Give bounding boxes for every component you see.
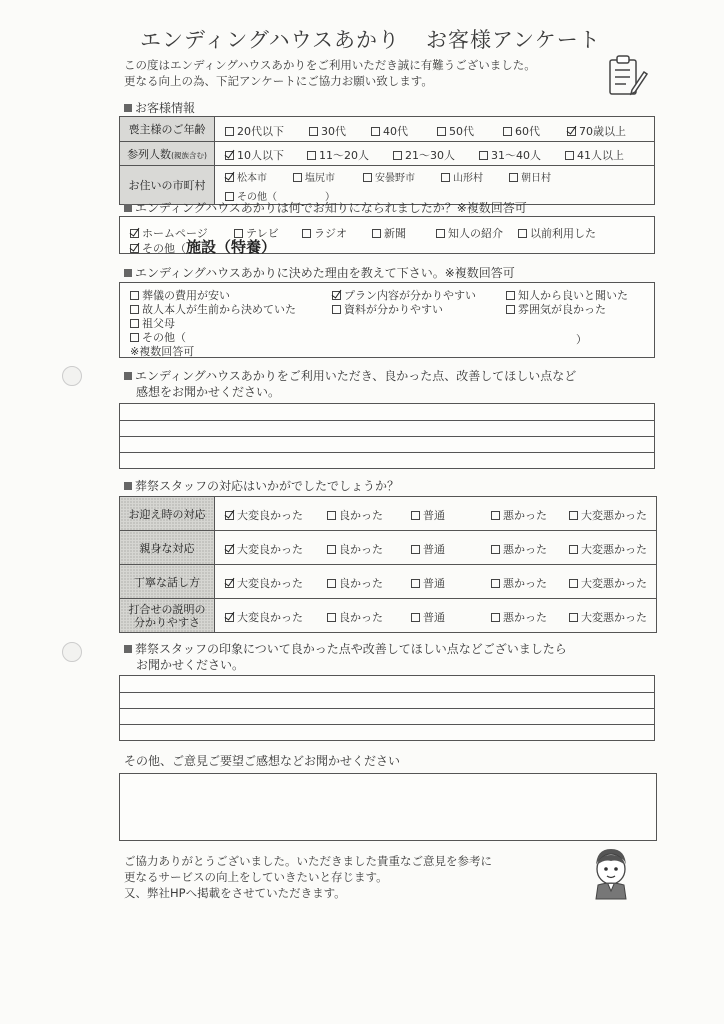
rating-option[interactable] (569, 577, 647, 590)
q1-other-handwritten: 施設（特養） (186, 238, 277, 256)
attendees-options (215, 142, 655, 166)
attendees-label-text: 参列人数 (127, 147, 172, 161)
answer-line (120, 724, 654, 725)
q2-note: ※複数回答可 (130, 345, 195, 358)
q4-heading (124, 477, 399, 494)
attendees-option-4[interactable] (479, 147, 565, 163)
rating-option-label: 大変悪かった (581, 509, 647, 522)
answer-line (120, 452, 654, 453)
attendees-option-label: 31～40人 (491, 149, 541, 162)
rating-option[interactable] (411, 575, 491, 591)
rating-option-label: 悪かった (503, 611, 547, 624)
checkbox[interactable] (393, 151, 402, 160)
city-option-label: 塩尻市 (305, 173, 335, 184)
rating-row-polite (215, 565, 657, 599)
checkbox-checked[interactable] (225, 173, 234, 182)
checkbox[interactable] (302, 229, 311, 238)
attendees-option-2[interactable] (307, 147, 393, 163)
age-option-70plus[interactable] (567, 125, 626, 138)
q6-heading: その他、ご意見ご要望ご感想などお聞かせください (124, 754, 401, 768)
q2-option-clear-docs[interactable] (332, 303, 476, 317)
q2-option-label: 雰囲気が良かった (518, 303, 606, 316)
rating-option-label: 大変良かった (237, 509, 303, 522)
attendees-label (120, 142, 215, 166)
staff-rating-table (119, 496, 657, 633)
checkbox[interactable] (371, 127, 380, 136)
checkbox[interactable] (332, 305, 341, 314)
attendees-label-note: (親族含む) (171, 150, 207, 160)
q1-option-radio[interactable] (302, 225, 372, 241)
q2-option-heard-good[interactable] (506, 289, 628, 303)
attendees-option-label: 10人以下 (237, 149, 284, 162)
checkbox[interactable] (307, 151, 316, 160)
q2-option-label: 故人本人が生前から決めていた (142, 303, 296, 316)
rating-option-label: 普通 (423, 611, 445, 624)
age-label: 喪主様のご年齢 (120, 117, 215, 142)
checkbox[interactable] (327, 613, 336, 622)
page-title (140, 24, 601, 54)
checkbox[interactable] (411, 613, 420, 622)
rating-option-label: 良かった (339, 611, 383, 624)
age-option-60s[interactable] (503, 123, 567, 139)
q1-option-label: テレビ (246, 227, 279, 240)
checkbox[interactable] (506, 305, 515, 314)
rating-option-label: 普通 (423, 577, 445, 590)
city-option-label: 松本市 (237, 173, 267, 184)
checkbox-checked[interactable] (225, 579, 234, 588)
age-option-30s[interactable] (309, 123, 371, 139)
checkbox[interactable] (565, 151, 574, 160)
q1-option-label: ホームページ (142, 227, 208, 240)
age-option-label: 20代以下 (237, 124, 284, 138)
intro-line-2: 更なる向上の為、下記アンケートにご協力お願い致します。 (124, 74, 433, 88)
staff-mascot-icon (588, 845, 634, 905)
checkbox[interactable] (491, 613, 500, 622)
rating-row-sincere (215, 531, 657, 565)
rating-option[interactable] (225, 507, 327, 523)
rating-option[interactable] (569, 543, 647, 556)
checkbox[interactable] (503, 127, 512, 136)
checkbox[interactable] (411, 579, 420, 588)
checkbox-checked[interactable] (225, 545, 234, 554)
footer-line-2: 更なるサービスの向上をしていきたいと存じます。 (124, 870, 388, 884)
answer-line (120, 708, 654, 709)
rating-row-label (120, 599, 215, 633)
rating-row-label: 丁寧な話し方 (120, 565, 215, 599)
q2-heading (124, 264, 515, 281)
q2-option-label: 知人から良いと聞いた (518, 289, 628, 302)
rating-option[interactable] (491, 507, 569, 523)
checkbox[interactable] (327, 579, 336, 588)
rating-row-pickup (215, 497, 657, 531)
checkbox[interactable] (569, 511, 578, 520)
rating-option-label: 大変良かった (237, 543, 303, 556)
binder-hole-bottom (62, 642, 82, 662)
checkbox[interactable] (130, 305, 139, 314)
rating-option-label: 悪かった (503, 543, 547, 556)
q2-col2 (332, 289, 476, 317)
answer-line (120, 436, 654, 437)
checkbox[interactable] (491, 579, 500, 588)
q2-option-label: 資料が分かりやすい (344, 303, 443, 316)
q1-box (119, 216, 655, 254)
attendees-option-label: 41人以上 (577, 149, 624, 162)
q5-heading-line-2: お聞かせください。 (136, 658, 245, 672)
rating-option-label: 普通 (423, 509, 445, 522)
q1-row2 (130, 236, 276, 257)
rating-option[interactable] (569, 509, 647, 522)
intro-text (124, 57, 536, 89)
q6-answer-box[interactable] (119, 773, 657, 841)
customer-info-heading (124, 99, 195, 116)
checkbox[interactable] (363, 173, 372, 182)
checkbox[interactable] (130, 333, 139, 342)
q2-heading-text: エンディングハウスあかりに決めた理由を教えて下さい。※複数回答可 (135, 266, 515, 280)
city-close-paren: ） (325, 192, 335, 203)
answer-line (120, 420, 654, 421)
checkbox[interactable] (506, 291, 515, 300)
checkbox[interactable] (225, 127, 234, 136)
q1-option-label: 以前利用した (530, 227, 596, 240)
q5-heading (124, 641, 567, 673)
q2-option-grandparents[interactable] (130, 317, 296, 331)
attendees-option-5[interactable] (565, 149, 624, 162)
rating-option-label: 大変良かった (237, 577, 303, 590)
q1-option-label: その他（ (142, 242, 186, 255)
intro-line-1: この度はエンディングハウスあかりをご利用いただき誠に有難うございました。 (124, 58, 536, 72)
rating-row-label-line-2: 分かりやすさ (134, 615, 200, 629)
city-option-azumino[interactable] (363, 169, 441, 184)
q5-answer-box[interactable] (119, 675, 655, 741)
checkbox[interactable] (411, 545, 420, 554)
checkbox[interactable] (327, 511, 336, 520)
age-options (215, 117, 655, 142)
age-option-20s[interactable] (225, 123, 309, 139)
city-label: お住いの市町村 (120, 166, 215, 205)
attendees-option-label: 11～20人 (319, 149, 369, 162)
rating-option[interactable] (491, 609, 569, 625)
city-option-label: 安曇野市 (375, 173, 415, 184)
q2-close-paren: ） (576, 333, 587, 346)
checkbox[interactable] (327, 545, 336, 554)
city-option-shiojiri[interactable] (293, 169, 363, 184)
q2-option-cheap[interactable] (130, 289, 296, 303)
checkbox-checked[interactable] (332, 291, 341, 300)
rating-row-label-line-1: 打合せの説明の (128, 602, 206, 616)
checkbox[interactable] (309, 127, 318, 136)
rating-option-label: 良かった (339, 543, 383, 556)
q2-option-decided[interactable] (130, 303, 296, 317)
q3-answer-box[interactable] (119, 403, 655, 469)
rating-option[interactable] (411, 507, 491, 523)
title-right: お客様アンケート (426, 28, 601, 52)
attendees-option-1[interactable] (225, 147, 307, 163)
customer-info-table (119, 116, 655, 205)
checkbox[interactable] (569, 613, 578, 622)
attendees-option-label: 21～30人 (405, 149, 455, 162)
checkbox[interactable] (436, 229, 445, 238)
checkbox[interactable] (509, 173, 518, 182)
city-option-matsumoto[interactable] (225, 169, 293, 184)
rating-option[interactable] (327, 541, 411, 557)
clipboard-pencil-icon (606, 54, 648, 102)
rating-option[interactable] (569, 611, 647, 624)
rating-option[interactable] (491, 541, 569, 557)
age-option-40s[interactable] (371, 123, 437, 139)
q1-heading-text: エンディングハウスあかりは何でお知りになられましたか？※複数回答可 (135, 201, 527, 215)
checkbox-checked[interactable] (225, 613, 234, 622)
rating-option-label: 良かった (339, 509, 383, 522)
rating-option-label: 悪かった (503, 509, 547, 522)
rating-option[interactable] (327, 609, 411, 625)
rating-option-label: 大変悪かった (581, 611, 647, 624)
q5-heading-line-1: 葬祭スタッフの印象について良かった点や改善してほしい点などございましたら (135, 642, 567, 656)
checkbox[interactable] (569, 579, 578, 588)
rating-option[interactable] (411, 541, 491, 557)
checkbox-checked[interactable] (225, 151, 234, 160)
checkbox[interactable] (437, 127, 446, 136)
city-option-label: 朝日村 (521, 173, 551, 184)
q1-option-used-before[interactable] (518, 227, 596, 240)
q2-box (119, 282, 655, 358)
rating-option-label: 大変良かった (237, 611, 303, 624)
q2-option-label: プラン内容が分かりやすい (344, 289, 476, 302)
q3-heading-line-2: 感想をお聞かせください。 (136, 385, 281, 399)
q2-option-label: 葬儀の費用が安い (142, 289, 230, 302)
q3-heading (124, 368, 576, 400)
rating-option-label: 普通 (423, 543, 445, 556)
answer-line (120, 692, 654, 693)
age-option-label: 30代 (321, 124, 346, 138)
city-option-asahi[interactable] (509, 169, 563, 184)
age-option-label: 40代 (383, 124, 408, 138)
footer-line-1: ご協力ありがとうございました。いただきました貴重なご意見を参考に (124, 854, 492, 868)
checkbox[interactable] (491, 511, 500, 520)
checkbox[interactable] (518, 229, 527, 238)
rating-option[interactable] (225, 541, 327, 557)
attendees-option-3[interactable] (393, 147, 479, 163)
rating-row-label: 親身な対応 (120, 531, 215, 565)
q1-option-label: 新聞 (384, 227, 406, 240)
q1-option-newspaper[interactable] (372, 225, 436, 241)
rating-option-label: 大変悪かった (581, 543, 647, 556)
rating-row-explanation (215, 599, 657, 633)
rating-row-label: お迎え時の対応 (120, 497, 215, 531)
rating-option[interactable] (225, 609, 327, 625)
q2-option-label: 祖父母 (142, 317, 175, 330)
q2-option-label: その他（ (142, 331, 186, 344)
q2-col3 (506, 289, 628, 317)
rating-option[interactable] (327, 575, 411, 591)
checkbox-checked[interactable] (225, 511, 234, 520)
q2-option-clear-plan[interactable] (332, 289, 476, 303)
q1-option-label: ラジオ (314, 227, 347, 240)
checkbox[interactable] (569, 545, 578, 554)
rating-option[interactable] (411, 609, 491, 625)
q3-heading-line-1: エンディングハウスあかりをご利用いただき、良かった点、改善してほしい点など (135, 369, 577, 383)
q2-col1 (130, 289, 296, 359)
customer-info-heading-text: お客様情報 (135, 101, 196, 115)
q1-option-referral[interactable] (436, 225, 518, 241)
rating-option[interactable] (225, 575, 327, 591)
rating-option[interactable] (491, 575, 569, 591)
checkbox[interactable] (130, 319, 139, 328)
q1-option-other[interactable] (130, 242, 186, 255)
rating-option-label: 大変悪かった (581, 577, 647, 590)
age-option-label: 70歳以上 (579, 124, 626, 138)
q2-option-atmosphere[interactable] (506, 303, 628, 317)
checkbox[interactable] (479, 151, 488, 160)
city-option-yamagata[interactable] (441, 169, 509, 184)
q1-option-label: 知人の紹介 (448, 227, 503, 240)
checkbox[interactable] (293, 173, 302, 182)
rating-option-label: 悪かった (503, 577, 547, 590)
checkbox-checked[interactable] (567, 127, 576, 136)
q4-heading-text: 葬祭スタッフの対応はいかがでしたでしょうか？ (135, 479, 400, 493)
city-option-label: 山形村 (453, 173, 483, 184)
footer-text (124, 853, 492, 901)
checkbox[interactable] (441, 173, 450, 182)
footer-line-3: 又、弊社HPへ掲載をさせていただきます。 (124, 886, 346, 900)
age-option-50s[interactable] (437, 123, 503, 139)
checkbox[interactable] (411, 511, 420, 520)
rating-option[interactable] (327, 507, 411, 523)
q2-option-other[interactable] (130, 331, 296, 345)
city-option-label: その他（ (237, 192, 277, 203)
checkbox-checked[interactable] (130, 244, 139, 253)
title-left: エンディングハウスあかり (140, 28, 401, 52)
checkbox[interactable] (130, 291, 139, 300)
age-option-label: 60代 (515, 124, 540, 138)
checkbox[interactable] (372, 229, 381, 238)
binder-hole-top (62, 366, 82, 386)
age-option-label: 50代 (449, 124, 474, 138)
q1-heading (124, 199, 527, 216)
checkbox[interactable] (491, 545, 500, 554)
rating-option-label: 良かった (339, 577, 383, 590)
